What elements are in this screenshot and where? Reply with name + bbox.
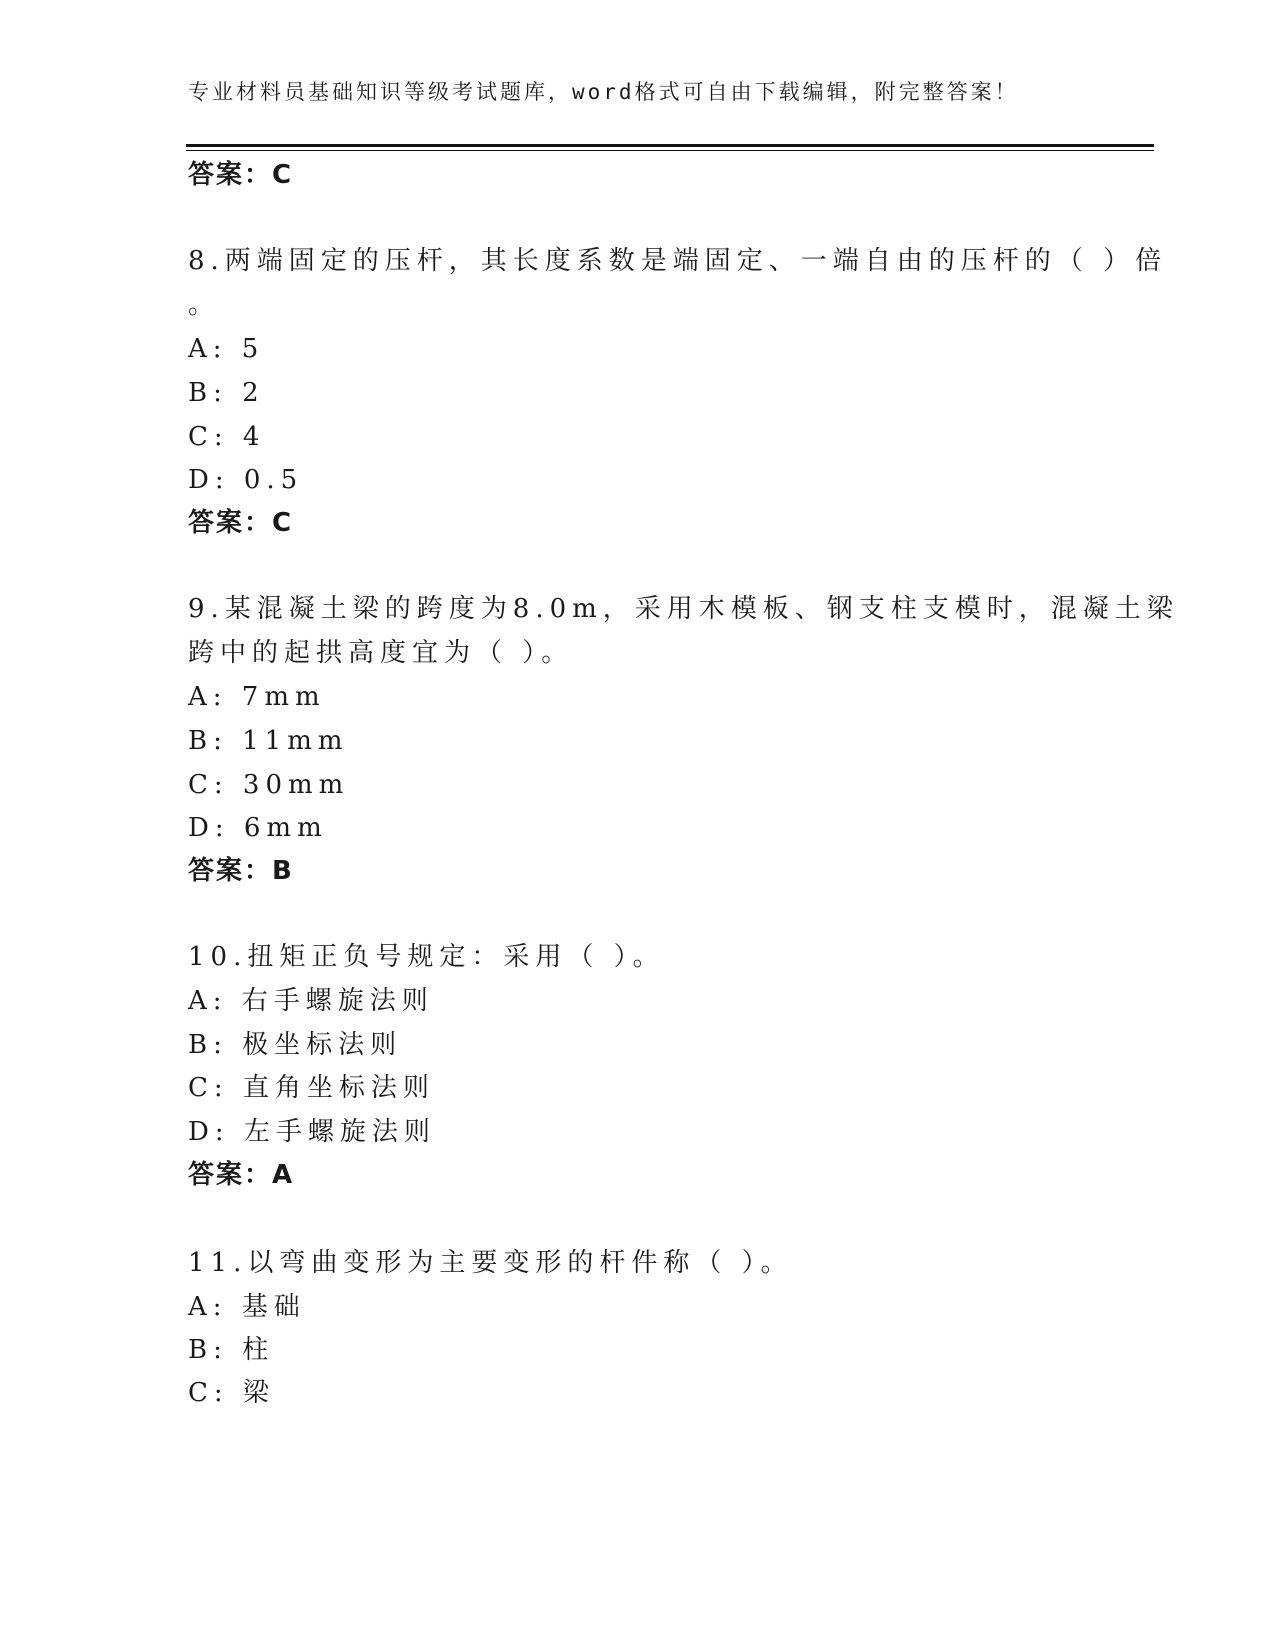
- answer-prev: 答案：C: [188, 160, 294, 190]
- question-8-option-a: A: 5: [188, 334, 265, 364]
- header-rule-thick: [186, 144, 1154, 147]
- question-11-text: 11.以弯曲变形为主要变形的杆件称（ ）。: [188, 1248, 793, 1278]
- question-10-option-c: C: 直角坐标法则: [188, 1073, 435, 1103]
- question-9-text-line2: 跨中的起拱高度宜为（ ）。: [188, 638, 574, 668]
- question-8-text-line1: 8.两端固定的压杆，其长度系数是端固定、一端自由的压杆的（ ）倍: [188, 246, 1168, 276]
- question-8-option-c: C: 4: [188, 422, 266, 452]
- question-10-answer: 答案：A: [188, 1160, 295, 1190]
- question-8-option-d: D: 0.5: [188, 465, 304, 495]
- question-11-option-b: B: 柱: [188, 1335, 275, 1365]
- question-9-option-c: C: 30mm: [188, 770, 350, 800]
- question-11-option-c: C: 梁: [188, 1378, 275, 1408]
- question-11-option-a: A: 基础: [188, 1292, 306, 1322]
- question-9-answer: 答案：B: [188, 856, 294, 886]
- question-10-option-d: D: 左手螺旋法则: [188, 1117, 436, 1147]
- question-8-option-b: B: 2: [188, 378, 265, 408]
- question-9-option-b: B: 11mm: [188, 726, 349, 756]
- question-9-text-line1: 9.某混凝土梁的跨度为8.0m，采用木模板、钢支柱支模时，混凝土梁: [188, 594, 1179, 624]
- question-10-option-a: A: 右手螺旋法则: [188, 986, 434, 1016]
- question-10-text: 10.扭矩正负号规定：采用（ ）。: [188, 942, 665, 972]
- question-9-option-a: A: 7mm: [188, 682, 326, 712]
- question-10-option-b: B: 极坐标法则: [188, 1030, 403, 1060]
- page-header: 专业材料员基础知识等级考试题库，word格式可自由下载编辑，附完整答案！: [188, 80, 1019, 104]
- question-9-option-d: D: 6mm: [188, 813, 328, 843]
- question-8-text-line2: 。: [188, 290, 221, 320]
- question-8-answer: 答案：C: [188, 508, 294, 538]
- header-rule-thin: [186, 150, 1154, 151]
